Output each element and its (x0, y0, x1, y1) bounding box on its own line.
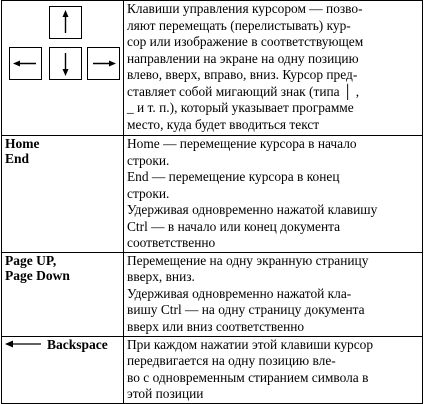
text-line: во с одновременным стиранием символа в (127, 369, 369, 385)
text-line: этой позиции (127, 386, 204, 401)
table-row (2, 1, 423, 136)
key-name-cell (2, 136, 124, 253)
arrow-right-icon (88, 48, 119, 79)
key-name-home: Home (5, 136, 40, 151)
text-line: направлении на экране на одну позицию (127, 50, 359, 66)
text-line: соответственно (127, 235, 216, 250)
key-name-page-up: Page UP, (5, 252, 57, 268)
arrow-right-key (87, 47, 120, 80)
key-name-page-down: Page Down (5, 267, 70, 283)
text-line: ставляет собой мигающий знак (типа │ , (127, 83, 360, 99)
table-row (2, 336, 423, 403)
text-line: строки. (127, 152, 170, 168)
text-line: влево, вверх, вправо, вниз. Курсор пред- (127, 67, 358, 82)
key-name-cell (2, 252, 124, 336)
text-line: вишу Ctrl — на одну страницу документа (127, 302, 365, 317)
key-name-backspace: Backspace (47, 336, 108, 352)
text-line: ляют перемещать (перелистывать) кур- (127, 17, 351, 33)
key-name-end: End (5, 151, 30, 166)
text-line: вверх или вниз соответственно (127, 318, 305, 334)
arrow-up-icon (50, 7, 81, 38)
table-row (2, 252, 423, 336)
keyboard-keys-table (1, 0, 423, 404)
text-line: End — перемещение курсора в конец (127, 169, 340, 184)
text-line: Ctrl — в начало или конец документа (127, 218, 341, 234)
text-line: При каждом нажатии этой клавиши курсор (127, 336, 374, 352)
text-line: Удерживая одновременно нажатой кла- (127, 285, 352, 301)
text-line: место, куда будет вводиться текст (127, 116, 320, 132)
arrow-keys-diagram (5, 1, 121, 135)
text-line: сор или изображение в соответствующем (127, 34, 364, 49)
text-line: вверх, вниз. (127, 269, 195, 284)
text-line: строки. (127, 185, 170, 201)
arrow-keys-cell (2, 1, 124, 136)
description-cell (124, 136, 423, 253)
text-line: Перемещение на одну экранную страницу (127, 252, 369, 268)
text-line: Удерживая одновременно нажатой клавишу (127, 202, 378, 217)
arrow-left-icon (10, 48, 41, 79)
table-row (2, 136, 423, 253)
arrow-down-icon (50, 48, 81, 79)
description-cell (124, 1, 423, 136)
text-line: _ и т. п.), который указывает программе (127, 100, 354, 115)
text-line: передвигается на одну позицию вле- (127, 353, 336, 368)
arrow-left-key (9, 47, 42, 80)
text-line: Home — перемещение курсора в начало (127, 136, 357, 151)
text-line: Клавиши управления курсором — позво- (127, 1, 363, 16)
backspace-key-label (5, 337, 121, 352)
description-cell (124, 336, 423, 403)
arrow-down-key (49, 47, 82, 80)
description-cell (124, 252, 423, 336)
arrow-left-long-icon (5, 339, 41, 349)
arrow-up-key (49, 6, 82, 39)
key-name-cell (2, 336, 124, 403)
